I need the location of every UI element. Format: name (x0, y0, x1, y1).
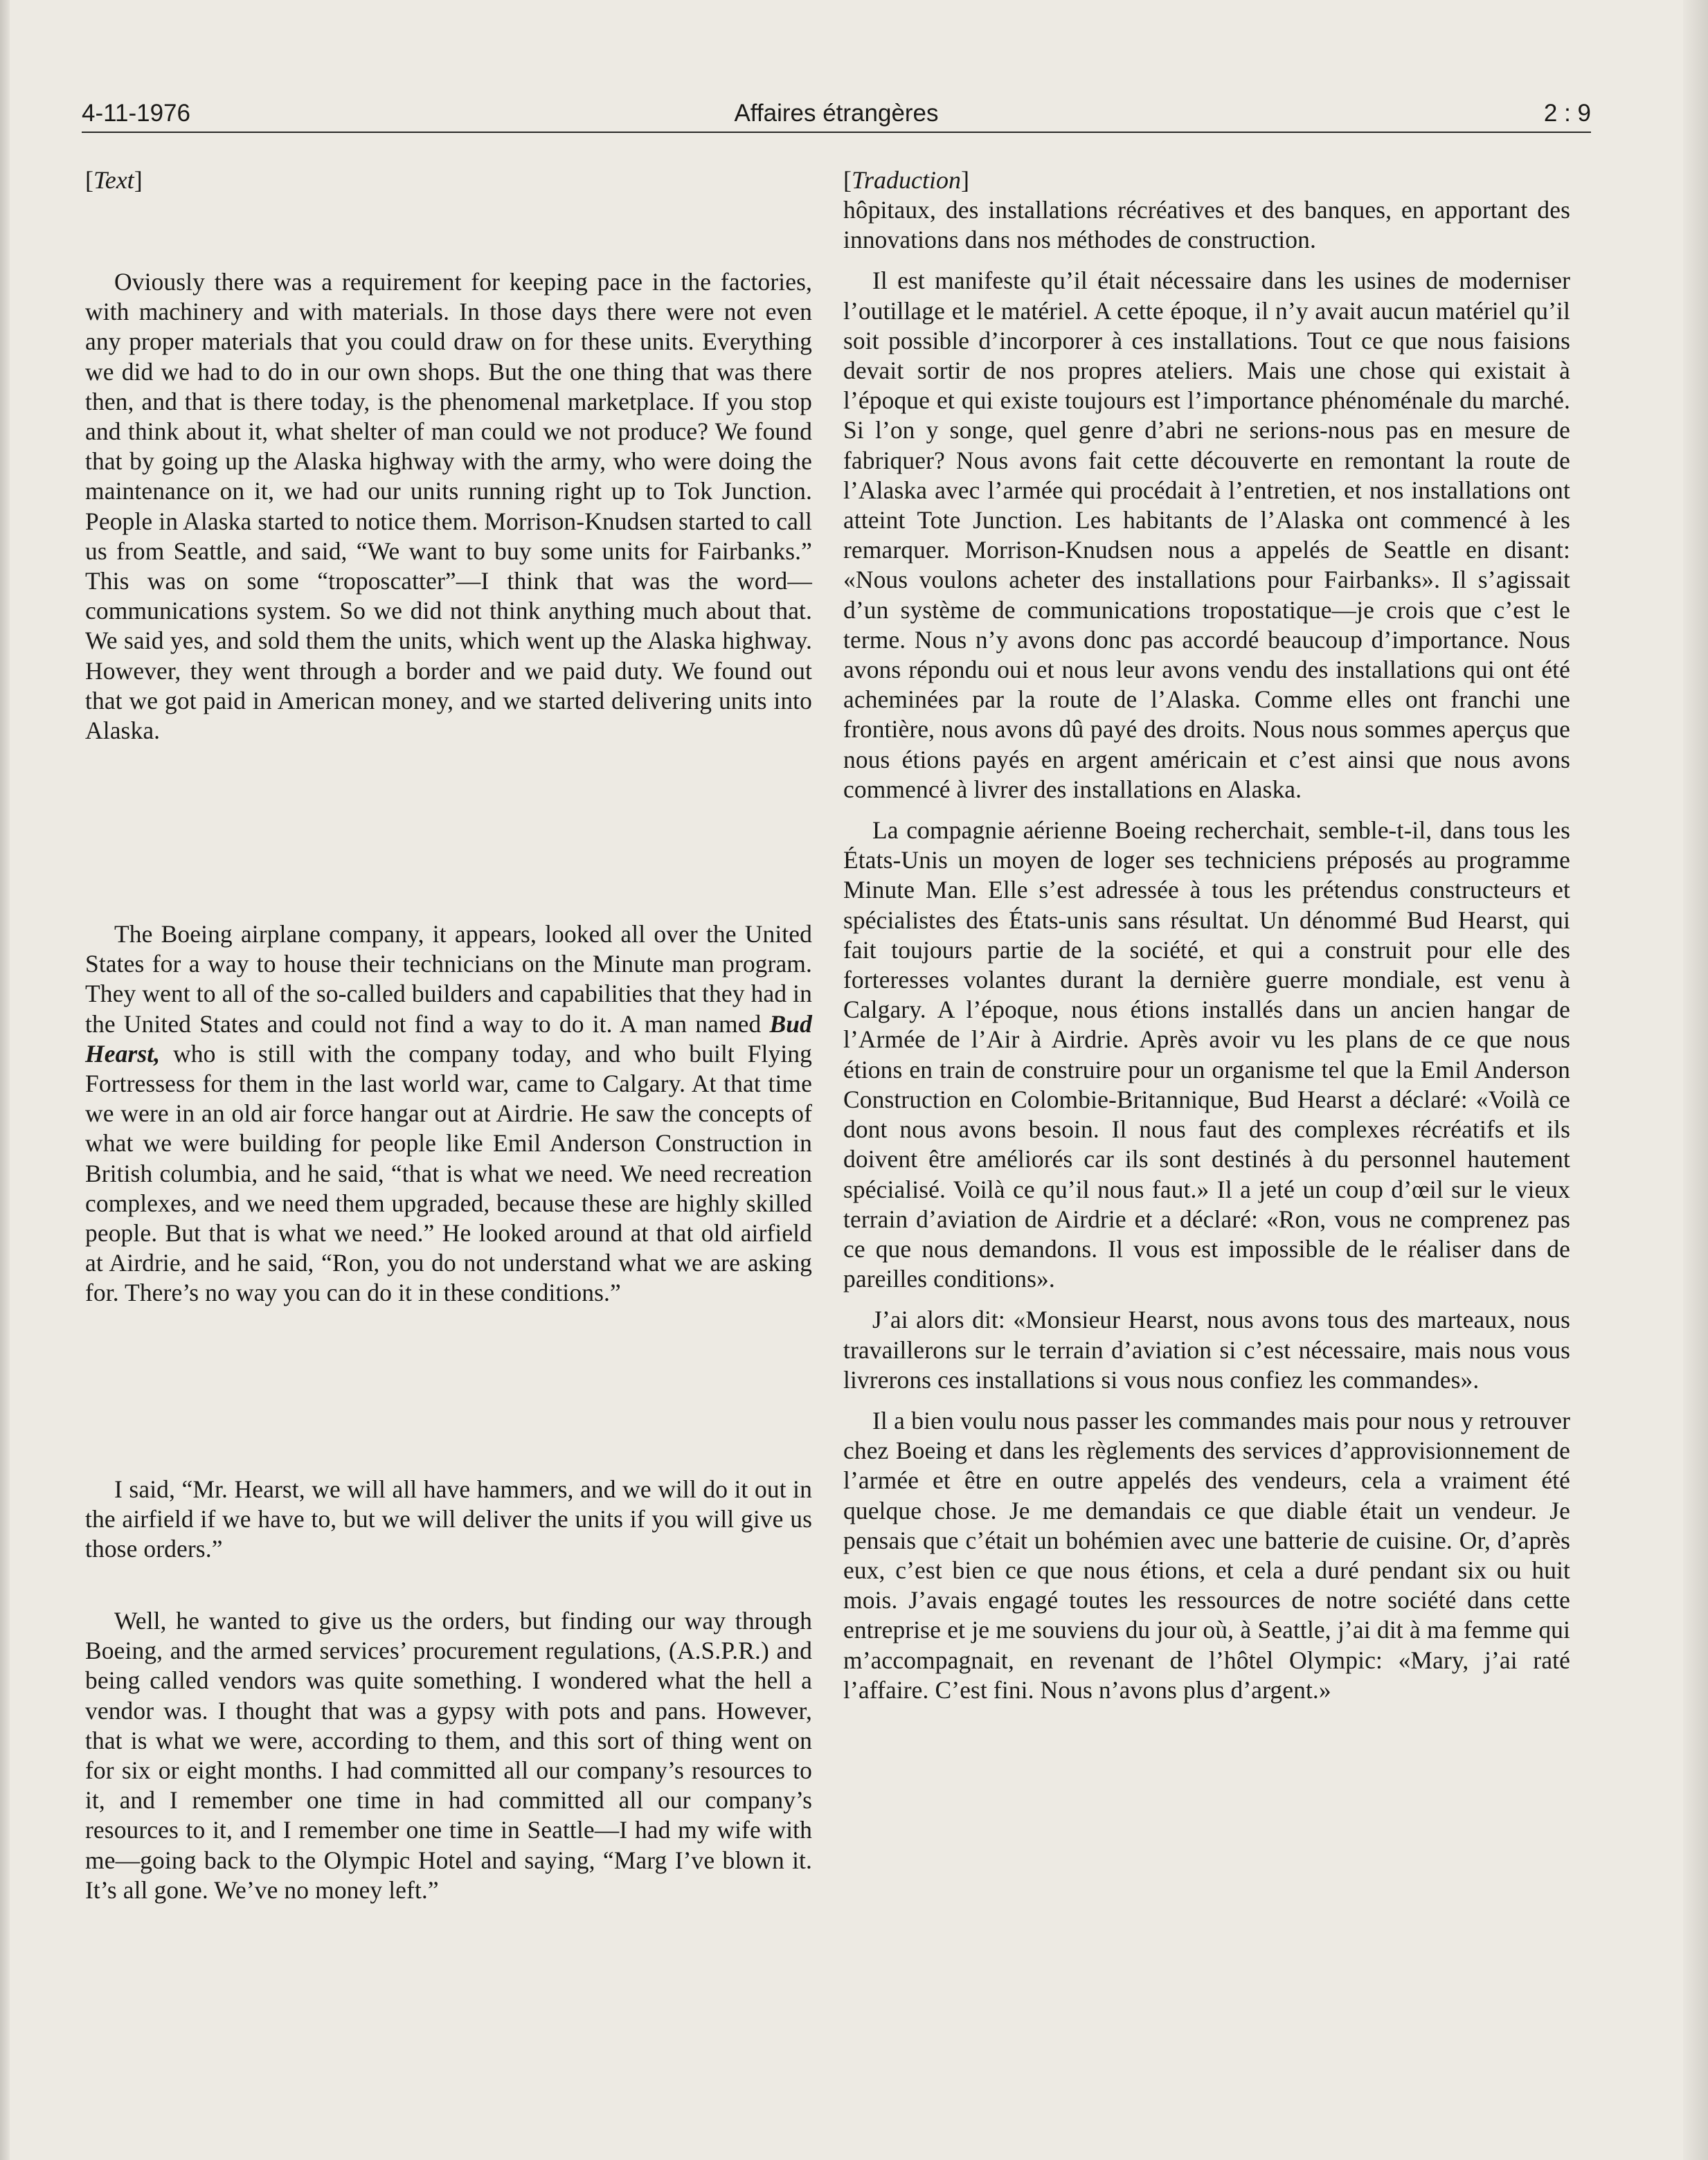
english-column-label: [Text] (85, 166, 143, 194)
french-paragraph-3: La compagnie aérienne Boeing recherchait, semble-t-il, dans tous les États-Unis un moyen de loger ses techniciens préposés au programme Minute Man. Elle s’est adressée à tous les prétendus constructeurs et spécialistes des États-unis sans résultat. Un dénommé Bud Hearst, qui fait toujours partie de la société, et qui a construit pour elle des forteresses volantes durant la dernière guerre mondiale, est venu à Calgary. A l’époque, nous étions installés dans un ancien hangar de l’Armée de l’Air à Airdrie. Après avoir vu les plans de ce que nous étions en train de construire pour un organisme tel que la Emil Anderson Construction en Colombie-Britannique, Bud Hearst a déclaré: «Voilà ce dont nous avons besoin. Il nous faut des complexes récréatifs et ils doivent être améliorés car ils sont destinés à du personnel hautement spécialisé. Voilà ce qu’il nous faut.» Il a jeté un coup d’œil sur le vieux terrain d’aviation de Airdrie et a déclaré: «Ron, vous ne comprenez pas ce que nous demandons. Il vous est impossible de le réaliser dans de pareilles conditions». (843, 816, 1570, 1293)
header-page-number: 2 : 9 (1543, 100, 1591, 127)
english-paragraph-2: The Boeing airplane company, it appears, looked all over the United States for a way to house their technicians on the Minute man program. They went to all of the so-called builders and capabilities that they had in the United States and could not find a way to do it. A man named Bud Hearst, who is still with the company today, and who built Flying Fortressess for them in the last world war, came to Calgary. At that time we were in an old air force hangar out at Airdrie. He saw the concepts of what we were building for people like Emil Anderson Construction in British columbia, and he said, “that is what we need. We need recreation complexes, and we need them upgraded, because these are highly skilled people. But that is what we need.” He looked around at that old airfield at Airdrie, and he said, “Ron, you do not understand what we are asking for. There’s no way you can do it in these conditions.” (85, 920, 812, 1307)
header-title: Affaires étrangères (734, 100, 939, 127)
page-header (82, 82, 1591, 133)
bud-hearst-name: Bud Hearst, (85, 1009, 812, 1068)
french-paragraph-2: Il est manifeste qu’il était nécessaire dans les usines de moderniser l’outillage et le matériel. A cette époque, il n’y avait aucun matériel qu’il soit possible d’incorporer à ces installations. Tout ce que nous faisions devait sortir de nos propres ateliers. Mais une chose qui existait à l’époque et qui existe toujours est l’importance phénoménale du marché. Si l’on y songe, quel genre d’abri ne serions-nous pas en mesure de fabriquer? Nous avons fait cette découverte en remontant la route de l’Alaska avec l’armée qui procédait à l’entretien, et nos installations ont atteint Tote Junction. Les habitants de l’Alaska ont commencé à les remarquer. Morrison-Knudsen nous a appelés de Seattle en disant: «Nous voulons acheter des installations pour Fairbanks». Il s’agissait d’un système de communications tropostatique—je crois que c’est le terme. Nous n’y avons donc pas accordé beaucoup d’importance. Nous avons répondu oui et nous leur avons vendu des installations qui ont été acheminées par la route de l’Alaska. Comme elles ont franchi une frontière, nous avons dû payé des droits. Nous nous sommes aperçus que nous étions payés en argent américain et c’est ainsi que nous avons commencé à livrer des installations en Alaska. (843, 267, 1570, 803)
page-right-edge (1683, 0, 1708, 2160)
english-paragraph-4: Well, he wanted to give us the orders, but finding our way through Boeing, and the armed services’ procurement regulations, (A.S.P.R.) and being called vendors was quite something. I wondered what the hell a vendor was. I thought that was a gypsy with pots and pans. However, that is what we were, according to them, and this sort of thing went on for six or eight months. I had committed all our company’s resources to it, and I remember one time in had committed all our company’s resources to it, and I remember one time in Seattle—I had my wife with me—going back to the Olympic Hotel and saying, “Marg I’ve blown it. It’s all gone. We’ve no money left.” (85, 1607, 812, 1904)
header-date: 4-11-1976 (82, 100, 190, 127)
english-paragraph-1: Oviously there was a requirement for keeping pace in the factories, with machinery and with materials. In those days there were not even any proper materials that you could draw on for these units. Everything we did we had to do in our own shops. But the one thing that was there then, and that is there today, is the phenomenal marketplace. If you stop and think about it, what shelter of man could we not produce? We found that by going up the Alaska highway with the army, who were doing the maintenance on it, we had our units running right up to Tok Junction. People in Alaska started to notice them. Morrison-Knudsen started to call us from Seattle, and said, “We want to buy some units for Fairbanks.” This was on some “troposcatter”—I think that was the word— communications system. So we did not think anything much about that. We said yes, and sold them the units, which went up the Alaska highway. However, they went through a border and we paid duty. We found out that we got paid in American money, and we started delivering units into Alaska. (85, 268, 812, 745)
english-column (85, 165, 812, 1904)
french-paragraph-5: Il a bien voulu nous passer les commandes mais pour nous y retrouver chez Boeing et dans les règlements des services d’approvisionnement de l’armée et être en outre appelés des vendeurs, cela a vraiment été quelque chose. Je me demandais ce que diable était un vendeur. Je pensais que c’était un bohémien avec une batterie de cuisine. Or, d’après eux, c’est bien ce que nous étions, et cela a duré pendant six ou huit mois. J’avais engagé toutes les ressources de notre société dans cette entreprise et je me souviens du jour où, à Seattle, j’ai dit à ma femme qui m’accompagnait, en revenant de l’hôtel Olympic: «Mary, j’ai raté l’affaire. C’est fini. Nous n’avons plus d’argent.» (843, 1406, 1570, 1704)
french-paragraph-1: hôpitaux, des installations récréatives et des banques, en apportant des innovations dans nos méthodes de construction. (843, 196, 1570, 254)
french-paragraph-4: J’ai alors dit: «Monsieur Hearst, nous avons tous des marteaux, nous travaillerons sur le terrain d’aviation si c’est nécessaire, mais nous vous livrerons ces installations si vous nous confiez les commandes». (843, 1306, 1570, 1394)
french-column (843, 165, 1570, 1716)
french-column-label: [Traduction] (843, 166, 970, 194)
page-left-edge (0, 0, 10, 2160)
english-paragraph-3: I said, “Mr. Hearst, we will all have hammers, and we will do it out in the airfield if we have to, but we will deliver the units if you will give us those orders.” (85, 1475, 812, 1563)
